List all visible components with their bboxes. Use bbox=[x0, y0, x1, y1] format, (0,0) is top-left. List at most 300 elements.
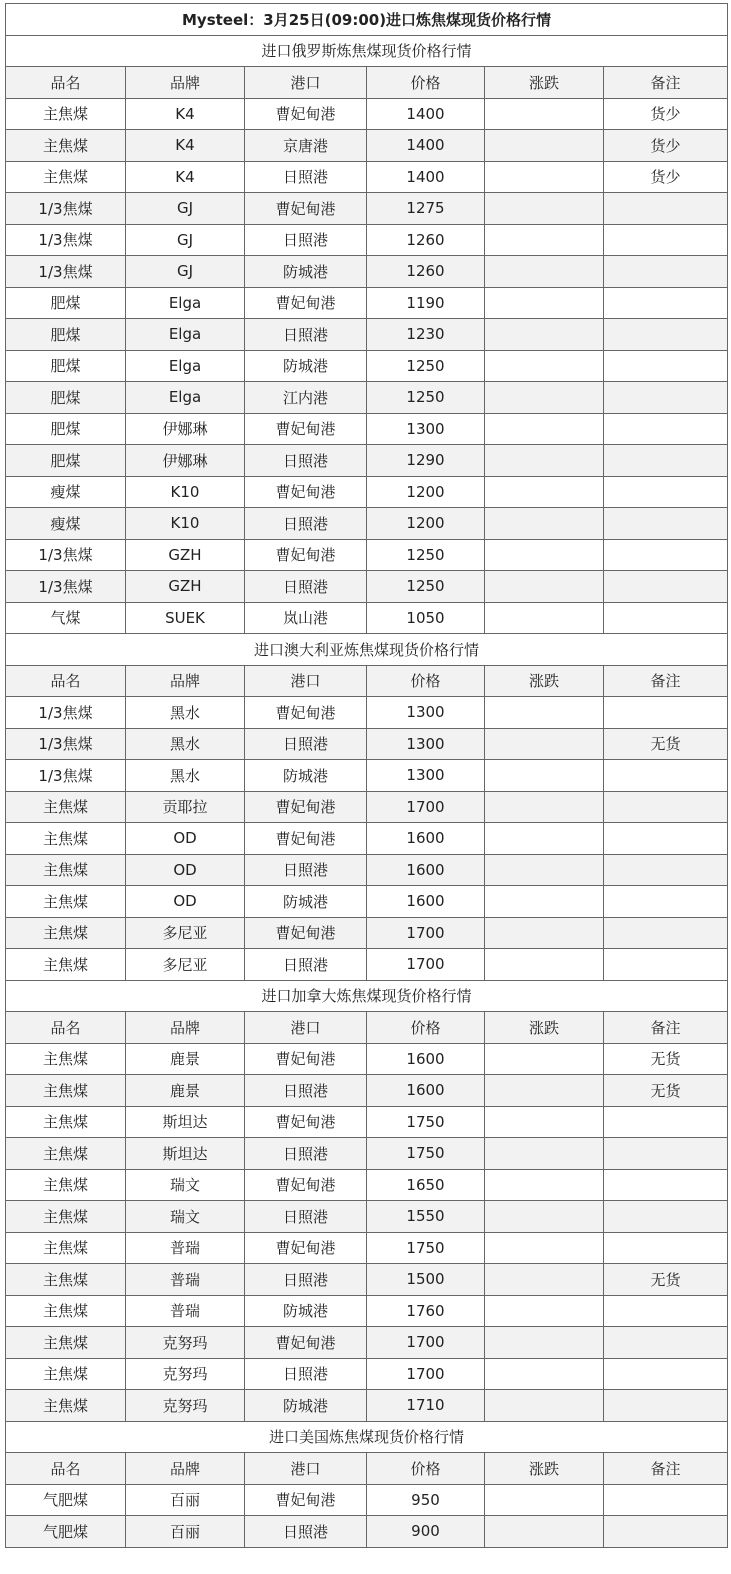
header-price: 价格 bbox=[367, 665, 485, 697]
cell-brand: 普瑞 bbox=[126, 1232, 245, 1264]
cell-product-name: 1/3焦煤 bbox=[6, 539, 126, 571]
table-row bbox=[6, 413, 728, 445]
cell-brand: Elga bbox=[126, 382, 245, 414]
cell-remark: 无货 bbox=[604, 1264, 728, 1296]
cell-change bbox=[485, 1264, 604, 1296]
cell-remark: 货少 bbox=[604, 130, 728, 162]
cell-brand: Elga bbox=[126, 350, 245, 382]
cell-port: 曹妃甸港 bbox=[245, 697, 367, 729]
header-product-name: 品名 bbox=[6, 1453, 126, 1485]
cell-product-name: 主焦煤 bbox=[6, 1075, 126, 1107]
cell-change bbox=[485, 1043, 604, 1075]
cell-remark bbox=[604, 1484, 728, 1516]
cell-brand: 伊娜琳 bbox=[126, 445, 245, 477]
cell-price: 1700 bbox=[367, 949, 485, 981]
table-row bbox=[6, 854, 728, 886]
header-change: 涨跌 bbox=[485, 67, 604, 99]
cell-product-name: 主焦煤 bbox=[6, 917, 126, 949]
cell-price: 1300 bbox=[367, 760, 485, 792]
column-header-row bbox=[6, 1453, 728, 1485]
cell-change bbox=[485, 602, 604, 634]
cell-product-name: 主焦煤 bbox=[6, 1232, 126, 1264]
cell-remark: 无货 bbox=[604, 1043, 728, 1075]
table-row bbox=[6, 1138, 728, 1170]
cell-remark bbox=[604, 1106, 728, 1138]
cell-product-name: 1/3焦煤 bbox=[6, 193, 126, 225]
cell-product-name: 主焦煤 bbox=[6, 949, 126, 981]
column-header-row bbox=[6, 67, 728, 99]
header-port: 港口 bbox=[245, 665, 367, 697]
header-remark: 备注 bbox=[604, 1012, 728, 1044]
section-title-row bbox=[6, 1421, 728, 1453]
cell-change bbox=[485, 445, 604, 477]
cell-port: 京唐港 bbox=[245, 130, 367, 162]
section-title-row bbox=[6, 35, 728, 67]
cell-price: 1200 bbox=[367, 508, 485, 540]
cell-remark bbox=[604, 1169, 728, 1201]
header-change: 涨跌 bbox=[485, 1453, 604, 1485]
cell-change bbox=[485, 508, 604, 540]
cell-brand: 克努玛 bbox=[126, 1327, 245, 1359]
cell-change bbox=[485, 854, 604, 886]
header-product-name: 品名 bbox=[6, 665, 126, 697]
section-title-row bbox=[6, 634, 728, 666]
cell-remark bbox=[604, 949, 728, 981]
cell-remark: 货少 bbox=[604, 98, 728, 130]
header-port: 港口 bbox=[245, 67, 367, 99]
cell-change bbox=[485, 697, 604, 729]
header-brand: 品牌 bbox=[126, 67, 245, 99]
cell-price: 1260 bbox=[367, 256, 485, 288]
cell-change bbox=[485, 224, 604, 256]
cell-change bbox=[485, 760, 604, 792]
cell-port: 曹妃甸港 bbox=[245, 823, 367, 855]
cell-remark bbox=[604, 413, 728, 445]
cell-brand: K10 bbox=[126, 476, 245, 508]
cell-price: 1550 bbox=[367, 1201, 485, 1233]
cell-product-name: 1/3焦煤 bbox=[6, 571, 126, 603]
cell-change bbox=[485, 382, 604, 414]
cell-change bbox=[485, 476, 604, 508]
cell-port: 曹妃甸港 bbox=[245, 193, 367, 225]
cell-price: 1400 bbox=[367, 161, 485, 193]
header-change: 涨跌 bbox=[485, 1012, 604, 1044]
table-row bbox=[6, 130, 728, 162]
table-row bbox=[6, 382, 728, 414]
cell-remark bbox=[604, 224, 728, 256]
cell-product-name: 主焦煤 bbox=[6, 1327, 126, 1359]
table-row bbox=[6, 823, 728, 855]
cell-remark bbox=[604, 791, 728, 823]
cell-port: 曹妃甸港 bbox=[245, 917, 367, 949]
cell-remark: 无货 bbox=[604, 728, 728, 760]
cell-price: 1250 bbox=[367, 382, 485, 414]
cell-port: 曹妃甸港 bbox=[245, 1484, 367, 1516]
cell-remark bbox=[604, 382, 728, 414]
section-title: 进口俄罗斯炼焦煤现货价格行情 bbox=[6, 35, 728, 67]
cell-price: 1290 bbox=[367, 445, 485, 477]
cell-port: 曹妃甸港 bbox=[245, 791, 367, 823]
cell-product-name: 1/3焦煤 bbox=[6, 256, 126, 288]
cell-product-name: 主焦煤 bbox=[6, 1264, 126, 1296]
cell-price: 1260 bbox=[367, 224, 485, 256]
header-product-name: 品名 bbox=[6, 67, 126, 99]
cell-price: 1750 bbox=[367, 1138, 485, 1170]
cell-price: 1500 bbox=[367, 1264, 485, 1296]
cell-brand: 普瑞 bbox=[126, 1264, 245, 1296]
cell-brand: Elga bbox=[126, 319, 245, 351]
cell-port: 岚山港 bbox=[245, 602, 367, 634]
cell-change bbox=[485, 256, 604, 288]
cell-remark bbox=[604, 193, 728, 225]
cell-port: 曹妃甸港 bbox=[245, 1106, 367, 1138]
cell-price: 1400 bbox=[367, 98, 485, 130]
cell-change bbox=[485, 1295, 604, 1327]
cell-brand: 黑水 bbox=[126, 728, 245, 760]
section-title-row bbox=[6, 980, 728, 1012]
table-row bbox=[6, 760, 728, 792]
cell-price: 1700 bbox=[367, 791, 485, 823]
cell-remark bbox=[604, 319, 728, 351]
cell-price: 1700 bbox=[367, 1327, 485, 1359]
cell-product-name: 瘦煤 bbox=[6, 508, 126, 540]
cell-port: 曹妃甸港 bbox=[245, 539, 367, 571]
cell-product-name: 肥煤 bbox=[6, 413, 126, 445]
table-row bbox=[6, 256, 728, 288]
table-row bbox=[6, 1358, 728, 1390]
cell-price: 1710 bbox=[367, 1390, 485, 1422]
table-row bbox=[6, 1075, 728, 1107]
cell-price: 1250 bbox=[367, 571, 485, 603]
cell-price: 1600 bbox=[367, 1043, 485, 1075]
section-title: 进口美国炼焦煤现货价格行情 bbox=[6, 1421, 728, 1453]
cell-remark bbox=[604, 508, 728, 540]
cell-change bbox=[485, 1327, 604, 1359]
cell-port: 日照港 bbox=[245, 1358, 367, 1390]
cell-port: 曹妃甸港 bbox=[245, 98, 367, 130]
cell-port: 曹妃甸港 bbox=[245, 476, 367, 508]
header-port: 港口 bbox=[245, 1012, 367, 1044]
cell-brand: 普瑞 bbox=[126, 1295, 245, 1327]
cell-port: 日照港 bbox=[245, 224, 367, 256]
cell-brand: 瑞文 bbox=[126, 1169, 245, 1201]
cell-remark bbox=[604, 886, 728, 918]
cell-remark bbox=[604, 256, 728, 288]
cell-remark bbox=[604, 602, 728, 634]
cell-change bbox=[485, 917, 604, 949]
cell-price: 1600 bbox=[367, 886, 485, 918]
cell-port: 日照港 bbox=[245, 571, 367, 603]
header-price: 价格 bbox=[367, 67, 485, 99]
cell-port: 曹妃甸港 bbox=[245, 1043, 367, 1075]
cell-port: 防城港 bbox=[245, 1390, 367, 1422]
cell-port: 曹妃甸港 bbox=[245, 1327, 367, 1359]
table-row bbox=[6, 1484, 728, 1516]
cell-product-name: 肥煤 bbox=[6, 319, 126, 351]
cell-port: 日照港 bbox=[245, 1075, 367, 1107]
cell-price: 1300 bbox=[367, 697, 485, 729]
header-change: 涨跌 bbox=[485, 665, 604, 697]
cell-price: 1700 bbox=[367, 917, 485, 949]
table-row bbox=[6, 917, 728, 949]
cell-price: 1190 bbox=[367, 287, 485, 319]
cell-brand: Elga bbox=[126, 287, 245, 319]
table-row bbox=[6, 697, 728, 729]
cell-port: 曹妃甸港 bbox=[245, 1232, 367, 1264]
cell-port: 曹妃甸港 bbox=[245, 1169, 367, 1201]
cell-port: 防城港 bbox=[245, 760, 367, 792]
cell-brand: GJ bbox=[126, 193, 245, 225]
header-port: 港口 bbox=[245, 1453, 367, 1485]
header-price: 价格 bbox=[367, 1012, 485, 1044]
cell-port: 日照港 bbox=[245, 161, 367, 193]
cell-product-name: 主焦煤 bbox=[6, 1169, 126, 1201]
cell-price: 1230 bbox=[367, 319, 485, 351]
cell-port: 防城港 bbox=[245, 886, 367, 918]
cell-brand: K4 bbox=[126, 161, 245, 193]
cell-change bbox=[485, 1169, 604, 1201]
cell-product-name: 瘦煤 bbox=[6, 476, 126, 508]
cell-change bbox=[485, 350, 604, 382]
cell-product-name: 主焦煤 bbox=[6, 1106, 126, 1138]
cell-price: 1750 bbox=[367, 1232, 485, 1264]
cell-port: 日照港 bbox=[245, 1201, 367, 1233]
cell-product-name: 主焦煤 bbox=[6, 1043, 126, 1075]
table-row bbox=[6, 571, 728, 603]
cell-price: 1275 bbox=[367, 193, 485, 225]
cell-brand: 鹿景 bbox=[126, 1075, 245, 1107]
cell-remark bbox=[604, 539, 728, 571]
table-row bbox=[6, 508, 728, 540]
cell-product-name: 肥煤 bbox=[6, 350, 126, 382]
header-remark: 备注 bbox=[604, 665, 728, 697]
cell-change bbox=[485, 130, 604, 162]
cell-brand: 斯坦达 bbox=[126, 1106, 245, 1138]
table-row bbox=[6, 287, 728, 319]
table-row bbox=[6, 319, 728, 351]
cell-remark bbox=[604, 823, 728, 855]
table-row bbox=[6, 1327, 728, 1359]
cell-price: 1300 bbox=[367, 728, 485, 760]
cell-product-name: 肥煤 bbox=[6, 445, 126, 477]
cell-port: 防城港 bbox=[245, 1295, 367, 1327]
cell-product-name: 主焦煤 bbox=[6, 823, 126, 855]
table-row bbox=[6, 1264, 728, 1296]
cell-remark bbox=[604, 917, 728, 949]
cell-price: 1600 bbox=[367, 823, 485, 855]
cell-change bbox=[485, 319, 604, 351]
table-row bbox=[6, 1169, 728, 1201]
cell-price: 1050 bbox=[367, 602, 485, 634]
table-row bbox=[6, 602, 728, 634]
price-table bbox=[5, 3, 728, 1548]
cell-remark bbox=[604, 1516, 728, 1548]
cell-change bbox=[485, 1390, 604, 1422]
cell-price: 1650 bbox=[367, 1169, 485, 1201]
cell-brand: 百丽 bbox=[126, 1516, 245, 1548]
cell-price: 1750 bbox=[367, 1106, 485, 1138]
cell-product-name: 1/3焦煤 bbox=[6, 697, 126, 729]
cell-change bbox=[485, 98, 604, 130]
price-table-container bbox=[5, 3, 727, 1548]
cell-remark bbox=[604, 1201, 728, 1233]
header-brand: 品牌 bbox=[126, 665, 245, 697]
cell-remark bbox=[604, 445, 728, 477]
cell-price: 1400 bbox=[367, 130, 485, 162]
cell-brand: GJ bbox=[126, 224, 245, 256]
cell-brand: 贡耶拉 bbox=[126, 791, 245, 823]
cell-port: 日照港 bbox=[245, 1138, 367, 1170]
cell-product-name: 主焦煤 bbox=[6, 161, 126, 193]
cell-change bbox=[485, 791, 604, 823]
cell-port: 江内港 bbox=[245, 382, 367, 414]
section-title: 进口加拿大炼焦煤现货价格行情 bbox=[6, 980, 728, 1012]
cell-remark bbox=[604, 571, 728, 603]
cell-brand: 黑水 bbox=[126, 760, 245, 792]
cell-product-name: 1/3焦煤 bbox=[6, 760, 126, 792]
table-row bbox=[6, 791, 728, 823]
section-title: 进口澳大利亚炼焦煤现货价格行情 bbox=[6, 634, 728, 666]
price-table-body bbox=[6, 4, 728, 1548]
cell-product-name: 主焦煤 bbox=[6, 1138, 126, 1170]
cell-price: 900 bbox=[367, 1516, 485, 1548]
cell-remark bbox=[604, 287, 728, 319]
table-title-row bbox=[6, 4, 728, 36]
cell-remark: 货少 bbox=[604, 161, 728, 193]
cell-brand: 克努玛 bbox=[126, 1390, 245, 1422]
table-row bbox=[6, 1201, 728, 1233]
header-product-name: 品名 bbox=[6, 1012, 126, 1044]
cell-product-name: 主焦煤 bbox=[6, 791, 126, 823]
cell-remark bbox=[604, 1390, 728, 1422]
table-row bbox=[6, 886, 728, 918]
column-header-row bbox=[6, 665, 728, 697]
cell-brand: GZH bbox=[126, 571, 245, 603]
cell-change bbox=[485, 1201, 604, 1233]
table-row bbox=[6, 1295, 728, 1327]
cell-remark: 无货 bbox=[604, 1075, 728, 1107]
cell-brand: 黑水 bbox=[126, 697, 245, 729]
cell-port: 日照港 bbox=[245, 854, 367, 886]
cell-price: 1250 bbox=[367, 350, 485, 382]
cell-brand: OD bbox=[126, 823, 245, 855]
cell-remark bbox=[604, 697, 728, 729]
table-row bbox=[6, 1232, 728, 1264]
cell-brand: 伊娜琳 bbox=[126, 413, 245, 445]
cell-brand: 多尼亚 bbox=[126, 949, 245, 981]
header-brand: 品牌 bbox=[126, 1453, 245, 1485]
cell-remark bbox=[604, 1327, 728, 1359]
cell-price: 1760 bbox=[367, 1295, 485, 1327]
cell-change bbox=[485, 539, 604, 571]
cell-port: 日照港 bbox=[245, 949, 367, 981]
cell-change bbox=[485, 1516, 604, 1548]
table-row bbox=[6, 1516, 728, 1548]
cell-port: 日照港 bbox=[245, 508, 367, 540]
cell-product-name: 主焦煤 bbox=[6, 1295, 126, 1327]
cell-change bbox=[485, 1232, 604, 1264]
cell-port: 日照港 bbox=[245, 319, 367, 351]
cell-product-name: 主焦煤 bbox=[6, 98, 126, 130]
cell-product-name: 气煤 bbox=[6, 602, 126, 634]
cell-price: 1600 bbox=[367, 1075, 485, 1107]
cell-product-name: 主焦煤 bbox=[6, 886, 126, 918]
header-remark: 备注 bbox=[604, 67, 728, 99]
table-row bbox=[6, 1043, 728, 1075]
cell-price: 1250 bbox=[367, 539, 485, 571]
cell-remark bbox=[604, 1295, 728, 1327]
cell-brand: K4 bbox=[126, 130, 245, 162]
cell-brand: GJ bbox=[126, 256, 245, 288]
cell-remark bbox=[604, 476, 728, 508]
cell-price: 950 bbox=[367, 1484, 485, 1516]
cell-change bbox=[485, 413, 604, 445]
cell-product-name: 主焦煤 bbox=[6, 1201, 126, 1233]
cell-port: 日照港 bbox=[245, 728, 367, 760]
cell-brand: K4 bbox=[126, 98, 245, 130]
cell-product-name: 气肥煤 bbox=[6, 1516, 126, 1548]
table-row bbox=[6, 728, 728, 760]
cell-remark bbox=[604, 1138, 728, 1170]
cell-brand: SUEK bbox=[126, 602, 245, 634]
cell-product-name: 主焦煤 bbox=[6, 1390, 126, 1422]
table-row bbox=[6, 98, 728, 130]
cell-price: 1300 bbox=[367, 413, 485, 445]
cell-change bbox=[485, 823, 604, 855]
cell-change bbox=[485, 728, 604, 760]
cell-port: 日照港 bbox=[245, 1264, 367, 1296]
cell-remark bbox=[604, 854, 728, 886]
table-row bbox=[6, 224, 728, 256]
table-row bbox=[6, 193, 728, 225]
table-row bbox=[6, 445, 728, 477]
cell-change bbox=[485, 161, 604, 193]
cell-brand: K10 bbox=[126, 508, 245, 540]
cell-change bbox=[485, 949, 604, 981]
cell-product-name: 肥煤 bbox=[6, 287, 126, 319]
cell-brand: OD bbox=[126, 886, 245, 918]
cell-product-name: 气肥煤 bbox=[6, 1484, 126, 1516]
cell-change bbox=[485, 1484, 604, 1516]
cell-change bbox=[485, 1075, 604, 1107]
header-remark: 备注 bbox=[604, 1453, 728, 1485]
cell-change bbox=[485, 571, 604, 603]
cell-product-name: 主焦煤 bbox=[6, 130, 126, 162]
cell-port: 日照港 bbox=[245, 445, 367, 477]
header-price: 价格 bbox=[367, 1453, 485, 1485]
cell-product-name: 主焦煤 bbox=[6, 854, 126, 886]
cell-change bbox=[485, 287, 604, 319]
cell-product-name: 1/3焦煤 bbox=[6, 728, 126, 760]
cell-port: 曹妃甸港 bbox=[245, 287, 367, 319]
cell-remark bbox=[604, 760, 728, 792]
cell-price: 1200 bbox=[367, 476, 485, 508]
cell-port: 日照港 bbox=[245, 1516, 367, 1548]
table-title: Mysteel：3月25日(09:00)进口炼焦煤现货价格行情 bbox=[6, 4, 728, 36]
table-row bbox=[6, 476, 728, 508]
cell-change bbox=[485, 1106, 604, 1138]
cell-brand: 斯坦达 bbox=[126, 1138, 245, 1170]
cell-change bbox=[485, 1138, 604, 1170]
cell-change bbox=[485, 1358, 604, 1390]
cell-brand: OD bbox=[126, 854, 245, 886]
header-brand: 品牌 bbox=[126, 1012, 245, 1044]
cell-brand: 瑞文 bbox=[126, 1201, 245, 1233]
cell-brand: 多尼亚 bbox=[126, 917, 245, 949]
cell-change bbox=[485, 886, 604, 918]
cell-brand: 克努玛 bbox=[126, 1358, 245, 1390]
table-row bbox=[6, 161, 728, 193]
